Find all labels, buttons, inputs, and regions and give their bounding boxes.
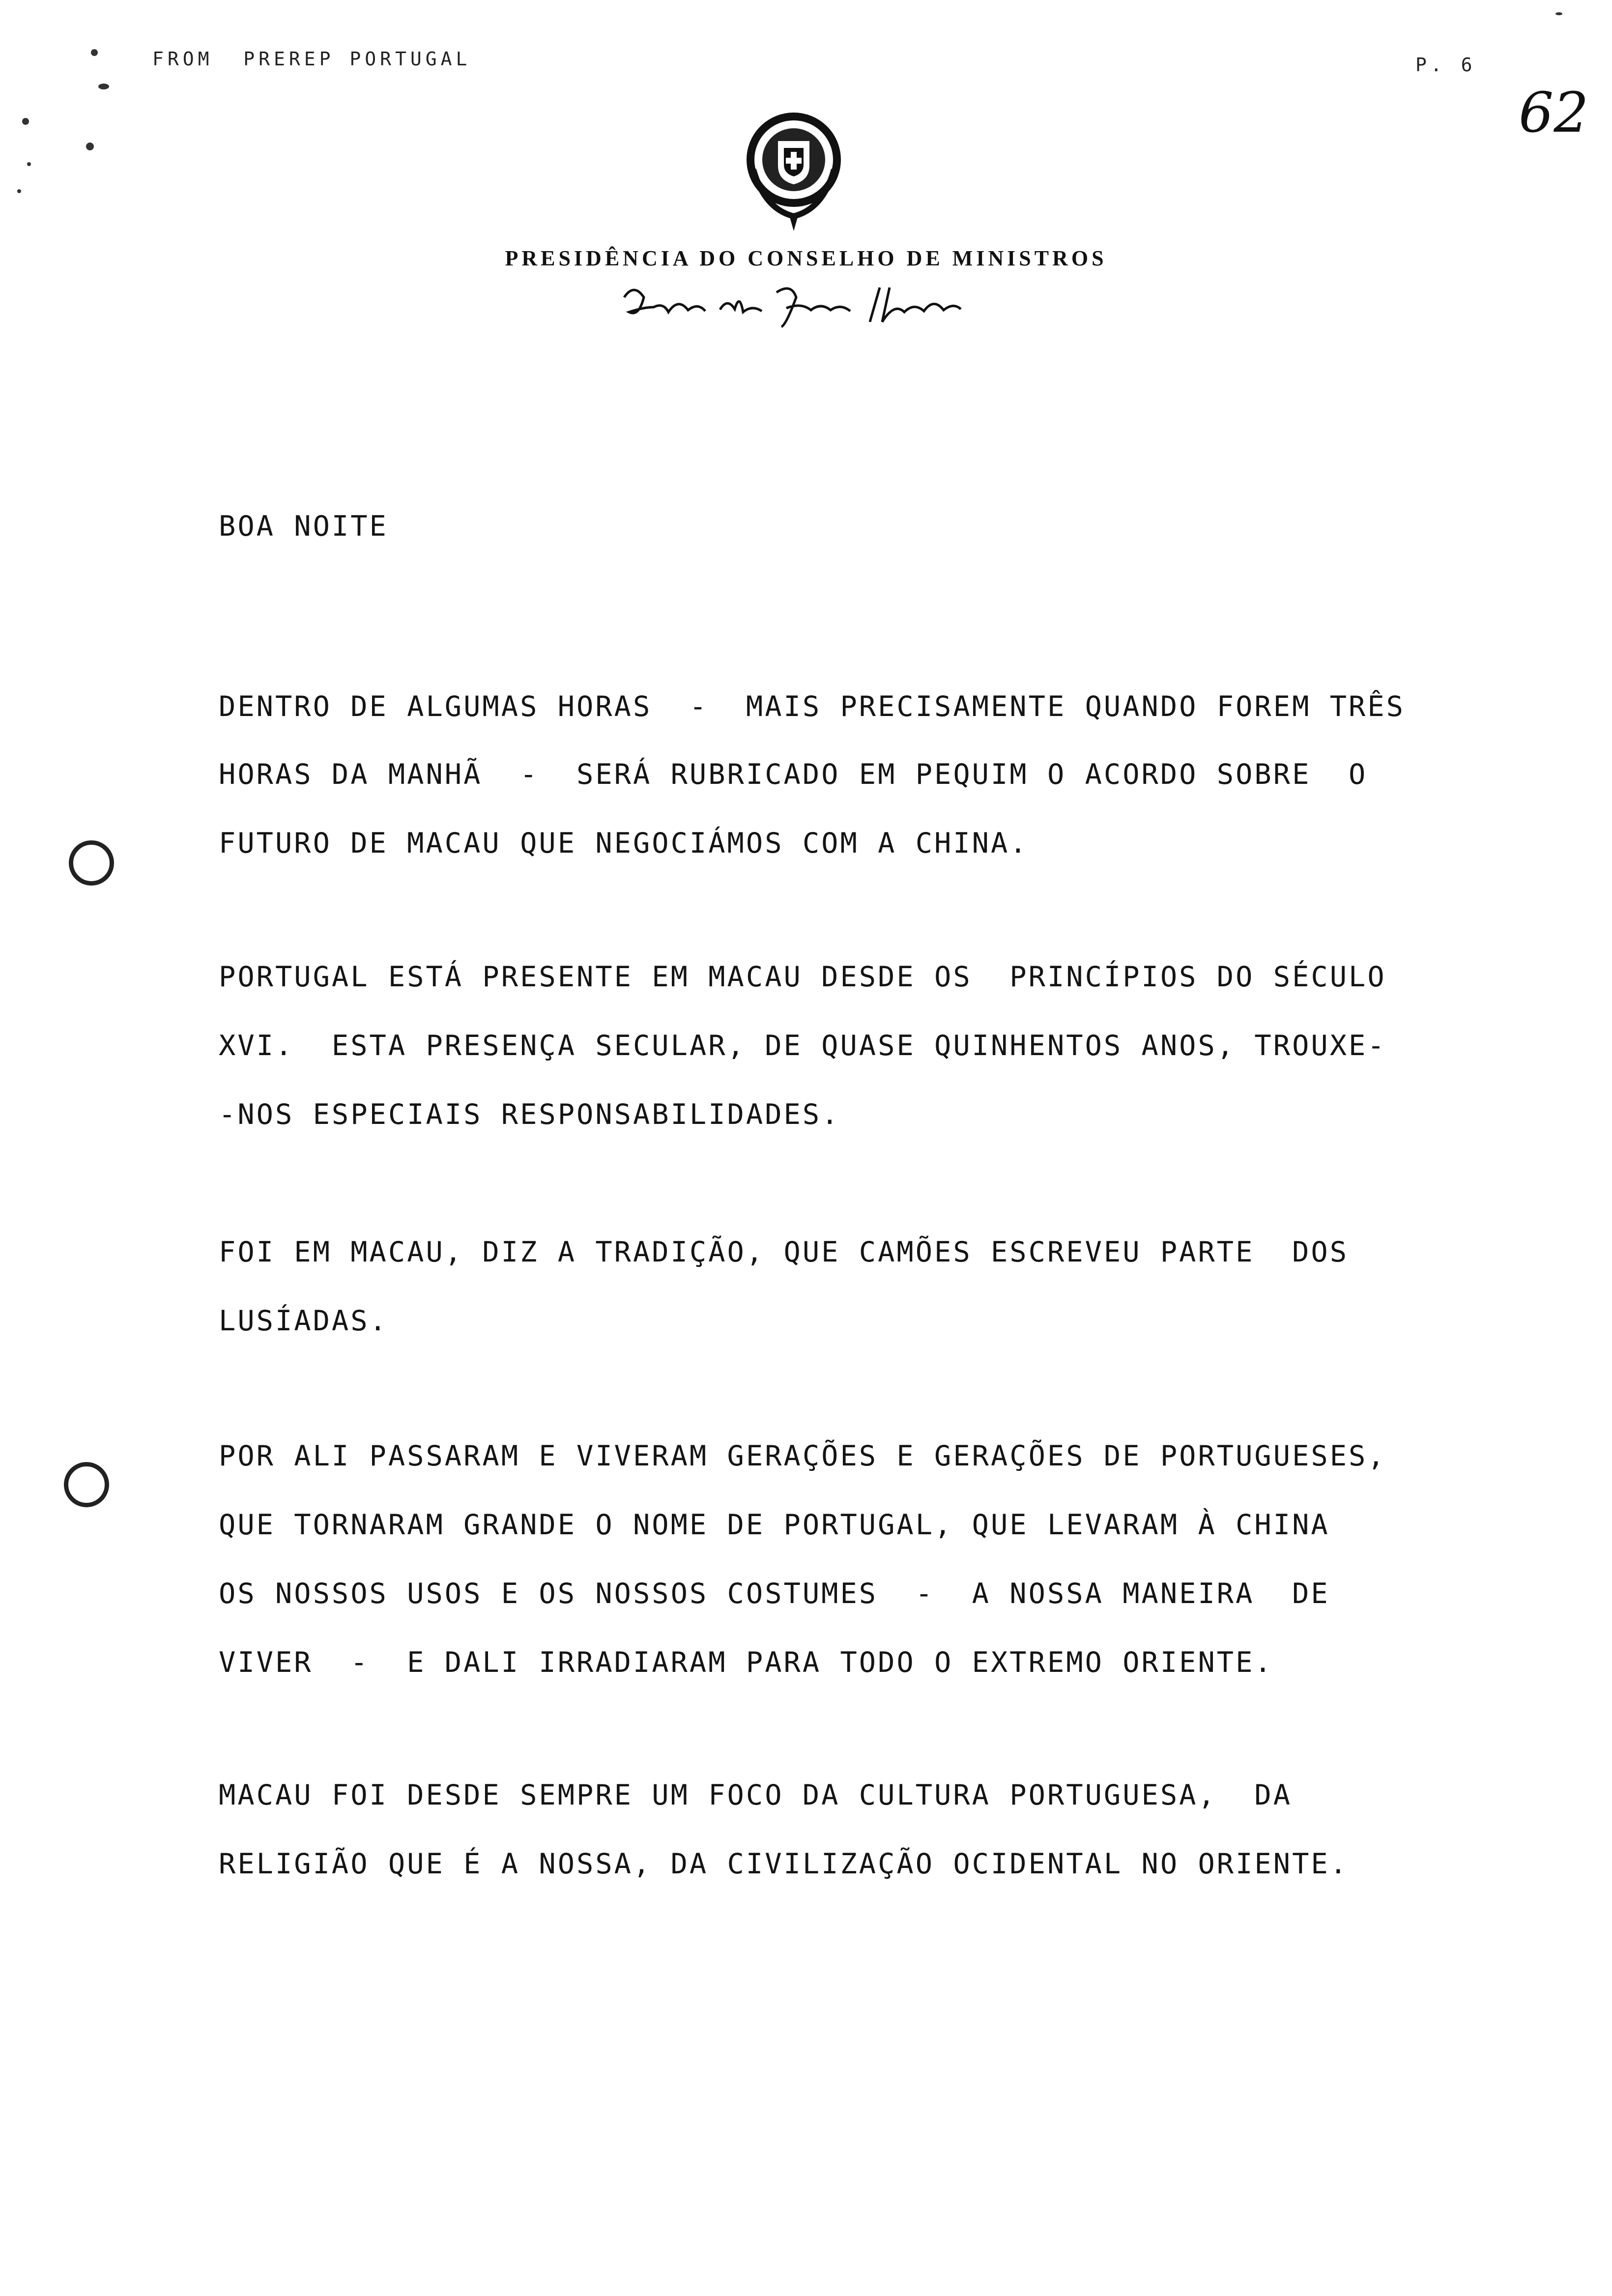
- fax-speck: [27, 162, 31, 166]
- fax-speck: [1555, 12, 1562, 15]
- text-line: -NOS ESPECIAIS RESPONSABILIDADES.: [219, 1098, 840, 1131]
- fax-speck: [98, 84, 109, 89]
- punch-hole: [69, 840, 114, 886]
- text-line: RELIGIÃO QUE É A NOSSA, DA CIVILIZAÇÃO OCIDENTAL NO ORIENTE.: [219, 1848, 1349, 1880]
- fax-speck: [22, 118, 29, 125]
- handwritten-page-number: 62: [1519, 81, 1589, 145]
- text-line: QUE TORNARAM GRANDE O NOME DE PORTUGAL, QUE LEVARAM À CHINA: [219, 1509, 1330, 1541]
- fax-speck: [17, 189, 21, 193]
- text-line: MACAU FOI DESDE SEMPRE UM FOCO DA CULTURA PORTUGUESA, DA: [219, 1779, 1293, 1811]
- text-line: FOI EM MACAU, DIZ A TRADIÇÃO, QUE CAMÕES ESCREVEU PARTE DOS: [219, 1236, 1349, 1268]
- greeting: BOA NOITE: [219, 510, 388, 543]
- text-line: POR ALI PASSARAM E VIVERAM GERAÇÕES E GERAÇÕES DE PORTUGUESES,: [219, 1440, 1386, 1472]
- fax-header-from: FROM PREREP PORTUGAL: [152, 48, 471, 70]
- fax-speck: [91, 49, 98, 56]
- fax-page-number: P. 6: [1415, 54, 1476, 76]
- text-line: DENTRO DE ALGUMAS HORAS - MAIS PRECISAMENTE QUANDO FOREM TRÊS: [219, 690, 1405, 723]
- text-line: LUSÍADAS.: [219, 1305, 388, 1337]
- text-line: VIVER - E DALI IRRADIARAM PARA TODO O EXTREMO ORIENTE.: [219, 1646, 1273, 1679]
- handwritten-office-signature: [614, 278, 968, 332]
- text-line: XVI. ESTA PRESENÇA SECULAR, DE QUASE QUINHENTOS ANOS, TROUXE-: [219, 1030, 1386, 1062]
- coat-of-arms-emblem: [735, 111, 853, 233]
- office-title: PRESIDÊNCIA DO CONSELHO DE MINISTROS: [505, 246, 1107, 270]
- fax-speck: [86, 143, 94, 150]
- punch-hole: [64, 1462, 109, 1507]
- text-line: PORTUGAL ESTÁ PRESENTE EM MACAU DESDE OS PRINCÍPIOS DO SÉCULO: [219, 961, 1386, 993]
- text-line: OS NOSSOS USOS E OS NOSSOS COSTUMES - A NOSSA MANEIRA DE: [219, 1578, 1330, 1610]
- text-line: HORAS DA MANHÃ - SERÁ RUBRICADO EM PEQUIM O ACORDO SOBRE O: [219, 758, 1368, 791]
- text-line: FUTURO DE MACAU QUE NEGOCIÁMOS COM A CHINA.: [219, 827, 1029, 860]
